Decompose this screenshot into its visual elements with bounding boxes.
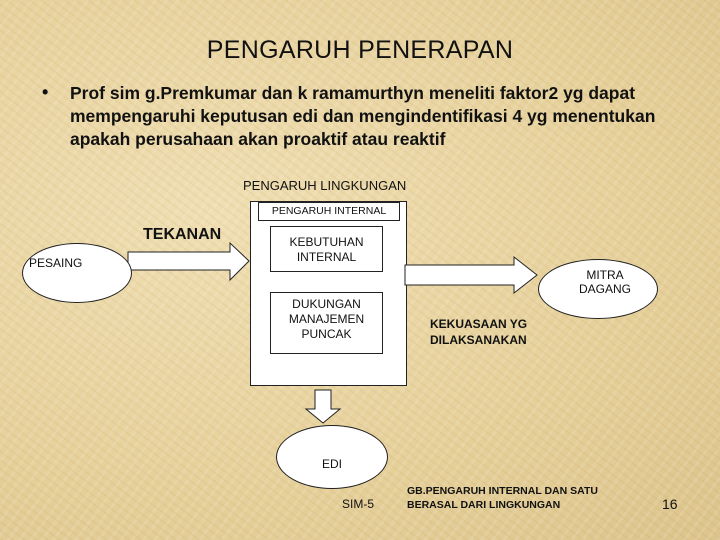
trading-partner-label: MITRA DAGANG	[578, 268, 631, 296]
competitor-ellipse	[22, 243, 132, 303]
internal-influence-label: PENGARUH INTERNAL	[258, 202, 400, 221]
partner-arrow	[405, 257, 537, 293]
bullet-marker: •	[42, 82, 49, 102]
pressure-label: TEKANAN	[143, 226, 222, 243]
pressure-arrow	[128, 243, 249, 280]
enacted-power-label: KEKUASAAN YG DILAKSANAKAN	[430, 317, 528, 347]
footer-sim: SIM-5	[342, 497, 375, 511]
footer-caption: GB.PENGARUH INTERNAL DAN SATU BERASAL DARI LINGKUNGAN	[407, 485, 598, 511]
competitor-label: PESAING	[29, 256, 83, 270]
management-support-box: DUKUNGAN MANAJEMEN PUNCAK	[270, 292, 383, 354]
bullet-text: Prof sim g.Premkumar dan k ramamurthyn meneliti faktor2 yg dapat mempengaruhi keputusan edi dan mengindentifikasi 4 yg menentukan apakah perusahaan akan proaktif atau reaktif	[70, 83, 656, 149]
edi-ellipse	[276, 425, 388, 489]
edi-arrow	[306, 390, 340, 423]
slide-title: PENGARUH PENERAPAN	[206, 36, 514, 64]
internal-needs-box: KEBUTUHAN INTERNAL	[270, 226, 383, 272]
page-number: 16	[662, 496, 678, 512]
edi-label: EDI	[321, 457, 342, 471]
environment-label: PENGARUH LINGKUNGAN	[243, 178, 407, 193]
trading-partner-ellipse	[538, 259, 658, 319]
